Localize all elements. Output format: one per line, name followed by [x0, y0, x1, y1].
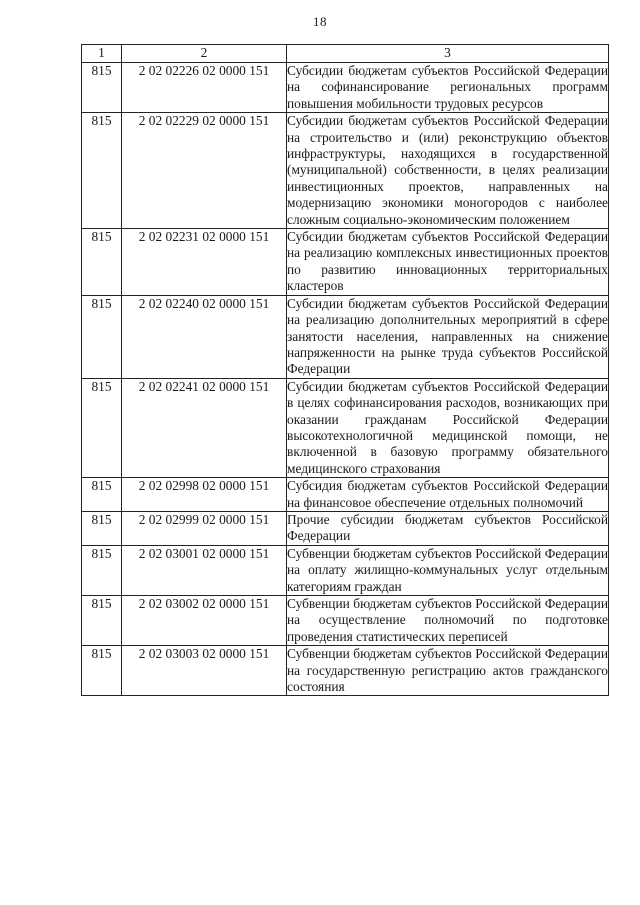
column-header-3: 3 — [287, 45, 609, 63]
table-header-row — [82, 45, 609, 63]
description-cell: Субсидия бюджетам субъектов Российской Федерации на финансовое обеспечение отдельных полномочий — [287, 478, 608, 510]
column-header-2: 2 — [122, 45, 287, 63]
table-row — [82, 646, 609, 696]
description-cell: Субвенции бюджетам субъектов Российской Федерации на оплату жилищно-коммунальных услуг отдельным категориям граждан — [287, 545, 608, 594]
income-code-cell: 2 02 02226 02 0000 151 — [122, 63, 287, 113]
table-row — [82, 63, 609, 113]
table-row — [82, 295, 609, 378]
description-cell: Субвенции бюджетам субъектов Российской Федерации на осуществление полномочий по подготовке проведения статистических переписей — [287, 596, 608, 644]
description-cell: Субсидии бюджетам субъектов Российской Федерации на софинансирование региональных программ повышения мобильности трудовых ресурсов — [287, 63, 608, 111]
admin-code-cell: 815 — [82, 113, 122, 229]
column-header-1: 1 — [82, 45, 122, 63]
income-code-cell: 2 02 03003 02 0000 151 — [122, 646, 287, 696]
table-row — [82, 545, 609, 595]
income-code-cell: 2 02 02241 02 0000 151 — [122, 378, 287, 477]
description-cell: Субсидии бюджетам субъектов Российской Федерации на реализацию комплексных инвестиционных проектов по развитию инновационных территориальных кластеров — [287, 229, 608, 294]
page-number: 18 — [313, 14, 327, 29]
table-row — [82, 229, 609, 296]
description-cell: Субсидии бюджетам субъектов Российской Федерации на строительство и (или) реконструкцию объектов инфраструктуры, находящихся в государственной (муниципальной) собственности, в целях реализации инвестиционных проектов, направленных на модернизацию экономики моногородов с наиболее сложным социально-экономическим положением — [287, 113, 608, 227]
table-row — [82, 511, 609, 545]
budget-classification-table — [81, 44, 609, 696]
income-code-cell: 2 02 02240 02 0000 151 — [122, 295, 287, 378]
table-row — [82, 596, 609, 646]
income-code-cell: 2 02 03002 02 0000 151 — [122, 596, 287, 646]
table-row — [82, 113, 609, 229]
table-row — [82, 478, 609, 512]
admin-code-cell: 815 — [82, 545, 122, 595]
description-cell: Субсидии бюджетам субъектов Российской Федерации на реализацию дополнительных мероприятий в сфере занятости населения, направленных на снижение напряженности на рынке труда субъектов Российской Федерации — [287, 295, 608, 377]
admin-code-cell: 815 — [82, 596, 122, 646]
admin-code-cell: 815 — [82, 63, 122, 113]
admin-code-cell: 815 — [82, 378, 122, 477]
admin-code-cell: 815 — [82, 646, 122, 696]
admin-code-cell: 815 — [82, 229, 122, 296]
admin-code-cell: 815 — [82, 511, 122, 545]
income-code-cell: 2 02 03001 02 0000 151 — [122, 545, 287, 595]
description-cell: Субсидии бюджетам субъектов Российской Федерации в целях софинансирования расходов, возникающих при оказании гражданам Российской Федерации высокотехнологичной медицинской помощи, не включенной в базовую программу обязательного медицинского страхования — [287, 378, 608, 476]
admin-code-cell: 815 — [82, 295, 122, 378]
income-code-cell: 2 02 02998 02 0000 151 — [122, 478, 287, 512]
income-code-cell: 2 02 02231 02 0000 151 — [122, 229, 287, 296]
income-code-cell: 2 02 02999 02 0000 151 — [122, 511, 287, 545]
description-cell: Субвенции бюджетам субъектов Российской Федерации на государственную регистрацию актов гражданского состояния — [287, 646, 608, 695]
income-code-cell: 2 02 02229 02 0000 151 — [122, 113, 287, 229]
description-cell: Прочие субсидии бюджетам субъектов Российской Федерации — [287, 511, 608, 544]
admin-code-cell: 815 — [82, 478, 122, 512]
table-row — [82, 378, 609, 477]
